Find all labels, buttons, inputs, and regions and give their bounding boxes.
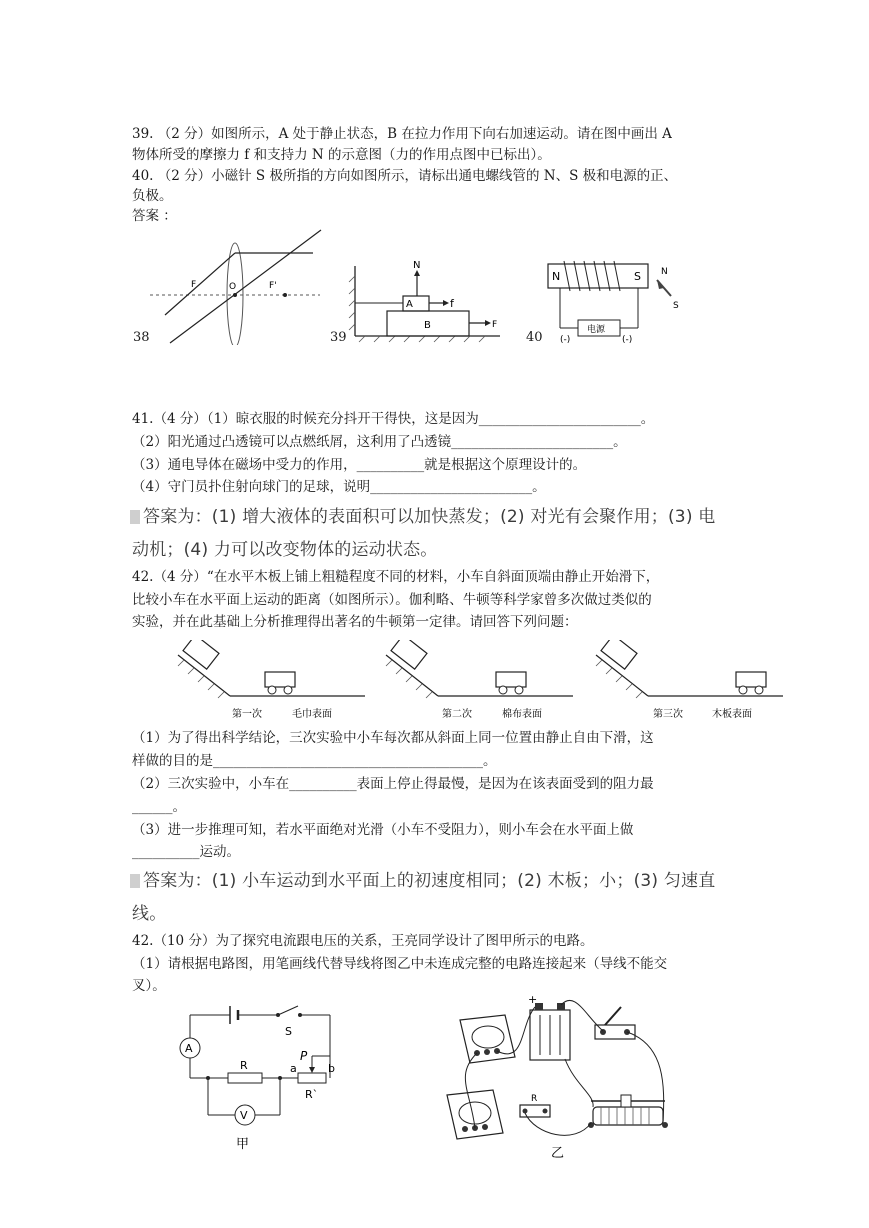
trial3-label: 第三次 <box>653 709 683 720</box>
block-a-label: A <box>406 299 413 310</box>
q40-line1: 40. （2 分）小磁针 S 极所指的方向如图所示，请标出通电螺线管的 N、S 极和电源的正、 <box>132 168 678 184</box>
terminal-a-label: a <box>290 1062 297 1075</box>
slider-p-label: P <box>300 1049 308 1063</box>
rheostat-label: R` <box>305 1088 319 1101</box>
solenoid-diagram <box>540 258 690 348</box>
fig40-caption: 40 <box>526 330 543 345</box>
switch-s-label: S <box>285 1025 292 1038</box>
q41-line2: （2）阳光通过凸透镜可以点燃纸屑，这利用了凸透镜________________________。 <box>132 434 627 450</box>
needle-s-label: S <box>673 301 679 311</box>
caption-yi: 乙 <box>551 1146 565 1161</box>
q42a-s3b: __________运动。 <box>132 844 240 860</box>
lens-o-label: O <box>229 282 237 292</box>
block-n-label: N <box>413 260 421 271</box>
apparatus-diagram <box>425 995 685 1163</box>
neg-right: (-) <box>622 335 633 345</box>
q42a-line3: 实验，并在此基础上分析推理得出著名的牛顿第一定律。请回答下列问题： <box>132 614 578 630</box>
coil-s-label: S <box>634 270 641 283</box>
trial1-label: 第一次 <box>232 709 262 720</box>
q41-line1: 41.（4 分）（1）晾衣服的时候充分抖开干得快，这是因为________________________。 <box>132 411 655 427</box>
fig38-caption: 38 <box>133 330 150 345</box>
neg-left: (-) <box>560 335 571 345</box>
q42a-answer-line2: 线。 <box>132 904 167 924</box>
surf3-label: 木板表面 <box>712 709 752 720</box>
q42b-line2: （1）请根据电路图，用笔画线代替导线将图乙中未连成完整的电路连接起来（导线不能交 <box>132 956 668 972</box>
ramp-diagrams <box>150 640 790 725</box>
circuit-diagram <box>170 1000 350 1160</box>
q42a-answer-line1: 答案为：(1) 小车运动到水平面上的初速度相同；(2) 木板；小；(3) 匀速直 <box>130 867 715 895</box>
trial2-label: 第二次 <box>442 709 472 720</box>
q42a-s1a: （1）为了得出科学结论，三次实验中小车每次都从斜面上同一位置由静止自由下滑，这 <box>132 730 654 746</box>
q40-line2: 负极。 <box>132 188 173 204</box>
q42b-line1: 42.（10 分）为了探究电流跟电压的关系，王亮同学设计了图甲所示的电路。 <box>132 933 594 949</box>
needle-n-label: N <box>661 267 668 277</box>
lens-diagram <box>145 225 325 345</box>
coil-n-label: N <box>552 270 561 283</box>
lens-f-label: F <box>191 280 197 290</box>
surf2-label: 棉布表面 <box>502 709 542 720</box>
q39-line2: 物体所受的摩擦力 f 和支持力 N 的示意图（力的作用点图中已标出）。 <box>132 147 551 163</box>
block-b-label: B <box>424 320 431 331</box>
q42a-s3a: （3）进一步推理可知，若水平面绝对光滑（小车不受阻力），则小车会在水平面上做 <box>132 822 634 838</box>
source-label: 电源 <box>587 325 606 335</box>
surf1-label: 毛巾表面 <box>292 709 332 720</box>
q42a-s2a: （2）三次实验中，小车在__________表面上停止得最慢，是因为在该表面受到的阻力最 <box>132 776 654 792</box>
ammeter-label: A <box>185 1042 193 1055</box>
lens-f2-label: F' <box>269 281 277 291</box>
block-f-label: f <box>450 297 454 310</box>
q39-line1: 39. （2 分）如图所示，A 处于静止状态，B 在拉力作用下向右加速运动。请在图中画出 A <box>132 126 672 142</box>
battery-plus-label: + <box>528 995 538 1006</box>
terminal-b-label: b <box>328 1062 335 1075</box>
resistor-r-label: R <box>240 1059 248 1072</box>
block-diagram <box>345 256 505 346</box>
fig39-caption: 39 <box>330 330 347 345</box>
q41-line3: （3）通电导体在磁场中受力的作用，__________就是根据这个原理设计的。 <box>132 457 587 473</box>
q42a-line2: 比较小车在水平面上运动的距离（如图所示）。伽利略、牛顿等科学家曾多次做过类似的 <box>132 592 652 608</box>
q41-answer-line1: 答案为：(1) 增大液体的表面积可以加快蒸发；(2) 对光有会聚作用；(3) 电 <box>130 503 715 531</box>
q42b-line3: 叉）。 <box>132 978 166 994</box>
caption-jia: 甲 <box>236 1137 250 1152</box>
q42a-s2b: ______。 <box>132 799 186 815</box>
voltmeter-label: V <box>240 1109 248 1122</box>
apparatus-r-label: R <box>531 1094 538 1104</box>
answer-label: 答案 ： <box>132 208 177 224</box>
block-force-label: F <box>492 320 498 330</box>
q42a-line1: 42.（4 分）“在水平木板上铺上粗糙程度不同的材料，小车自斜面顶端由静止开始滑下， <box>132 569 660 585</box>
q42a-s1b: 样做的目的是________________________________________。 <box>132 753 497 769</box>
q41-line4: （4）守门员扑住射向球门的足球，说明________________________。 <box>132 479 546 495</box>
q41-answer-line2: 动机；(4) 力可以改变物体的运动状态。 <box>132 540 438 560</box>
